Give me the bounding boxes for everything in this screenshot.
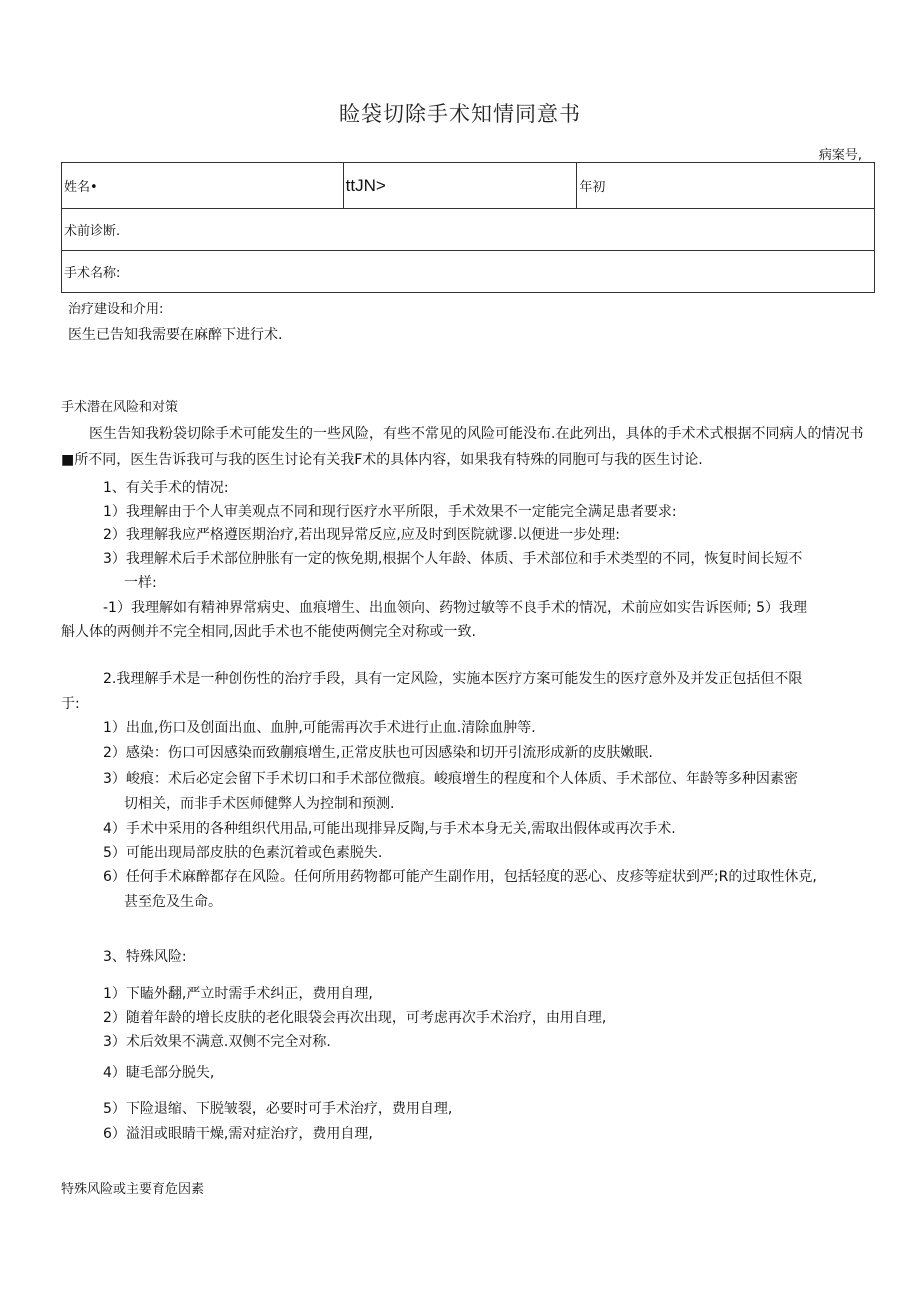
section2-title-continuation: 于: [61,696,80,712]
section2-item: 4）手术中采用的各种组织代用品,可能出现排异反陶,与手术本身无关,需取出假体或再次手术. [103,821,676,837]
section1-title: 1、有关手术的情况: [103,480,229,496]
section2-item-continuation: 甚至危及生命。 [124,894,222,910]
age-cell[interactable] [577,163,875,209]
section1-item-continuation: 一样: [124,575,157,591]
section3-item: 6）溢泪或眼睛干燥,需对症治疗，费用自理, [103,1126,373,1142]
section3-item: 2）随着年龄的增长皮肤的老化眼袋会再次出现，可考虑再次手术治疗，由用自理, [103,1010,607,1026]
section2-item-continuation: 切相关，而非手术医师健弊人为控制和预测. [124,796,395,812]
surgery-name-label: 手术名称: [64,266,121,281]
diagnosis-label: 术前诊断. [64,224,121,239]
section3-item: 1）下瞌外翻,严立时需手术纠正，费用自理, [103,986,373,1002]
section1-item: 3）我理解术后手术部位肿胀有一定的恢免期,根据个人年龄、体质、手术部位和手术类型的不同，恢复时间长短不 [103,551,803,567]
treatment-text: 医生已告知我需要在麻醉下进行术. [68,327,283,343]
treatment-heading: 治疗建设和介用: [68,302,164,317]
document-title: 睑袋切除手术知情同意书 [339,102,581,126]
age-label: 年初 [579,180,606,195]
section1-item: 2）我理解我应严格遵医期治疗,若出现异常反应,应及时到医院就谬.以便进一步处理: [103,527,620,543]
gender-label: ttJN> [345,175,386,195]
section3-title: 3、特殊风险: [103,949,187,965]
section2-title: 2.我理解手术是一种创伤性的治疗手段，具有一定风险，实施本医疗方案可能发生的医疗意外及并发正包括但不限 [103,671,803,687]
gender-cell[interactable] [343,163,577,209]
section2-item: 3）峻痕：术后必定会留下手术切口和手术部位微痕。峻痕增生的程度和个人体质、手术部位、年龄等多种因素密 [103,771,798,787]
section3-item: 5）下险退缩、下脱皱裂，必要时可手术治疗，费用自理, [103,1101,453,1117]
case-number-label: 病案号, [818,148,862,163]
intro-paragraph: 医生告知我粉袋切除手术可能发生的一些风险，有些不常见的风险可能没布.在此列出，具体的手术术式根据不同病人的情况书■所不同，医生告诉我可与我的医生讨论有关我F术的具体内容，如果我有特殊的同胞可与我的医生讨论. [61,426,864,468]
section1-item: -1）我理解如有精神界常病史、血痕增生、出血领向、药物过敏等不良手术的情况，术前应如实告诉医师; 5）我理 [103,600,808,616]
section2-item: 6）任何手术麻醉都存在风险。任何所用药物都可能产生副作用，包括轻度的恶心、皮疹等症状到严;R的过取性休克, [103,869,817,885]
surgery-name-cell[interactable] [62,251,875,293]
section3-item: 3）术后效果不满意.双侧不完全对称. [103,1034,331,1050]
section3-item: 4）睫毛部分脱失, [103,1065,215,1081]
section1-item-continuation: 斛人体的两侧并不完全相同,因此手术也不能使两侧完全对称或一致. [61,624,476,640]
patient-info-table [61,162,875,293]
section2-item: 2）感染：伤口可因感染而致蒯痕增生,正常皮肤也可因感染和切开引流形成新的皮肤嫩眠. [103,745,653,761]
diagnosis-cell[interactable] [62,209,875,251]
name-label: 姓名• [64,180,98,195]
section2-item: 5）可能出现局部皮肤的色素沉着或色素脱失. [103,845,383,861]
section2-item: 1）出血,伤口及创面出血、血肿,可能需再次手术进行止血.清除血肿等. [103,720,536,736]
section1-item: 1）我理解由于个人审美观点不同和现行医疗水平所限，手术效果不一定能完全满足患者要求: [103,504,677,520]
footer-heading: 特殊风险或主要育危因素 [61,1182,205,1197]
risks-heading: 手术潜在风险和对策 [61,400,179,415]
name-cell[interactable] [62,163,344,209]
